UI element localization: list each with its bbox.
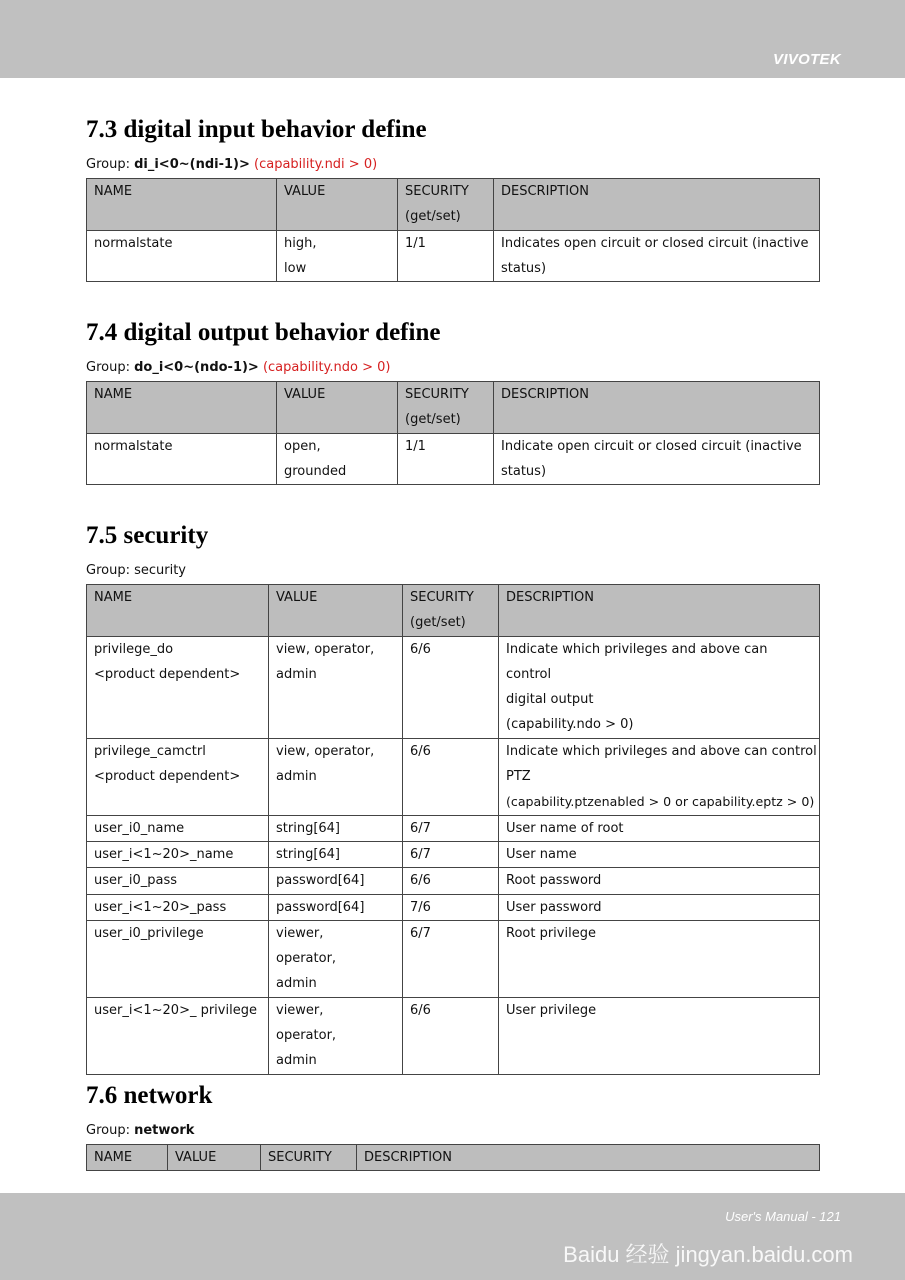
header-security: SECURITY (get/set) [403,585,499,637]
cell-description: Indicate which privileges and above can control PTZ (capability.ptzenabled > 0 or capability.eptz > 0) [499,738,820,815]
table-row [87,230,820,282]
header-description: DESCRIPTION [357,1145,820,1171]
table-row [87,636,820,738]
cell-security: 6/6 [403,636,499,738]
cell-name: user_i0_name [87,815,269,841]
page-header-band [0,0,905,78]
cell-security: 6/6 [403,738,499,815]
table-row [87,433,820,485]
cell-value: view, operator, admin [269,738,403,815]
parameter-table [86,1144,820,1171]
header-security: SECURITY (get/set) [398,382,494,434]
group-line: Group: do_i<0~(ndo-1)> (capability.ndo > 0) [86,360,391,375]
section-7-6 [86,1081,819,1171]
cell-security: 1/1 [398,230,494,282]
header-value: VALUE [168,1145,261,1171]
cell-description: User privilege [499,997,820,1074]
section-title: 7.6 network [86,1082,213,1109]
header-description: DESCRIPTION [499,585,820,637]
parameter-table [86,381,820,485]
cell-description: Indicate which privileges and above can control digital output (capability.ndo > 0) [499,636,820,738]
group-line: Group: security [86,563,186,578]
cell-name: user_i<1~20>_pass [87,894,269,920]
section-7-5 [86,521,819,1075]
cell-security: 6/6 [403,868,499,894]
brand-logo-text: VIVOTEK [773,51,841,68]
table-row [87,920,820,997]
header-value: VALUE [269,585,403,637]
cell-description: Root password [499,868,820,894]
group-name: network [134,1123,195,1138]
watermark-text: Baidu 经验 jingyan.baidu.com [563,1242,853,1267]
group-condition: (capability.ndi > 0) [249,157,378,172]
table-row [87,868,820,894]
header-security: SECURITY [261,1145,357,1171]
cell-name: user_i0_pass [87,868,269,894]
cell-value: string[64] [269,841,403,867]
cell-security: 6/7 [403,920,499,997]
page-number: User's Manual - 121 [725,1209,841,1224]
table-row [87,815,820,841]
parameter-table [86,178,820,282]
header-security: SECURITY (get/set) [398,179,494,231]
page-footer-band [0,1193,905,1280]
table-row [87,738,820,815]
table-header-row [87,179,820,231]
table-row [87,894,820,920]
cell-value: viewer, operator, admin [269,997,403,1074]
group-line: Group: di_i<0~(ndi-1)> (capability.ndi > 0) [86,157,378,172]
cell-value: password[64] [269,894,403,920]
section-title: 7.5 security [86,522,209,549]
cell-name: user_i<1~20>_name [87,841,269,867]
header-value: VALUE [277,179,398,231]
group-condition: (capability.ndo > 0) [258,360,391,375]
cell-value: view, operator, admin [269,636,403,738]
table-header-row [87,585,820,637]
cell-name: user_i<1~20>_ privilege [87,997,269,1074]
header-name: NAME [87,179,277,231]
cell-description: User name [499,841,820,867]
cell-description: User name of root [499,815,820,841]
cell-name: normalstate [87,230,277,282]
header-name: NAME [87,585,269,637]
cell-name: privilege_do <product dependent> [87,636,269,738]
header-description: DESCRIPTION [494,382,820,434]
table-row [87,841,820,867]
cell-security: 6/7 [403,841,499,867]
cell-value: password[64] [269,868,403,894]
cell-description: Root privilege [499,920,820,997]
header-value: VALUE [277,382,398,434]
cell-security: 6/6 [403,997,499,1074]
cell-value: viewer, operator, admin [269,920,403,997]
section-title: 7.4 digital output behavior define [86,319,441,346]
table-header-row [87,1145,820,1171]
section-7-4 [86,318,819,485]
cell-name: user_i0_privilege [87,920,269,997]
cell-name: privilege_camctrl <product dependent> [87,738,269,815]
parameter-table [86,584,820,1075]
table-header-row [87,382,820,434]
cell-description: User password [499,894,820,920]
header-name: NAME [87,382,277,434]
table-row [87,997,820,1074]
group-line: Group: network [86,1123,195,1138]
cell-description: Indicate open circuit or closed circuit (inactive status) [494,433,820,485]
cell-security: 1/1 [398,433,494,485]
header-description: DESCRIPTION [494,179,820,231]
cell-value: open, grounded [277,433,398,485]
cell-name: normalstate [87,433,277,485]
cell-value: high, low [277,230,398,282]
group-name: do_i<0~(ndo-1)> [134,360,259,375]
cell-security: 7/6 [403,894,499,920]
cell-value: string[64] [269,815,403,841]
group-name: di_i<0~(ndi-1)> [134,157,250,172]
cell-security: 6/7 [403,815,499,841]
header-name: NAME [87,1145,168,1171]
cell-description: Indicates open circuit or closed circuit (inactive status) [494,230,820,282]
section-7-3 [86,115,819,282]
section-title: 7.3 digital input behavior define [86,116,427,143]
